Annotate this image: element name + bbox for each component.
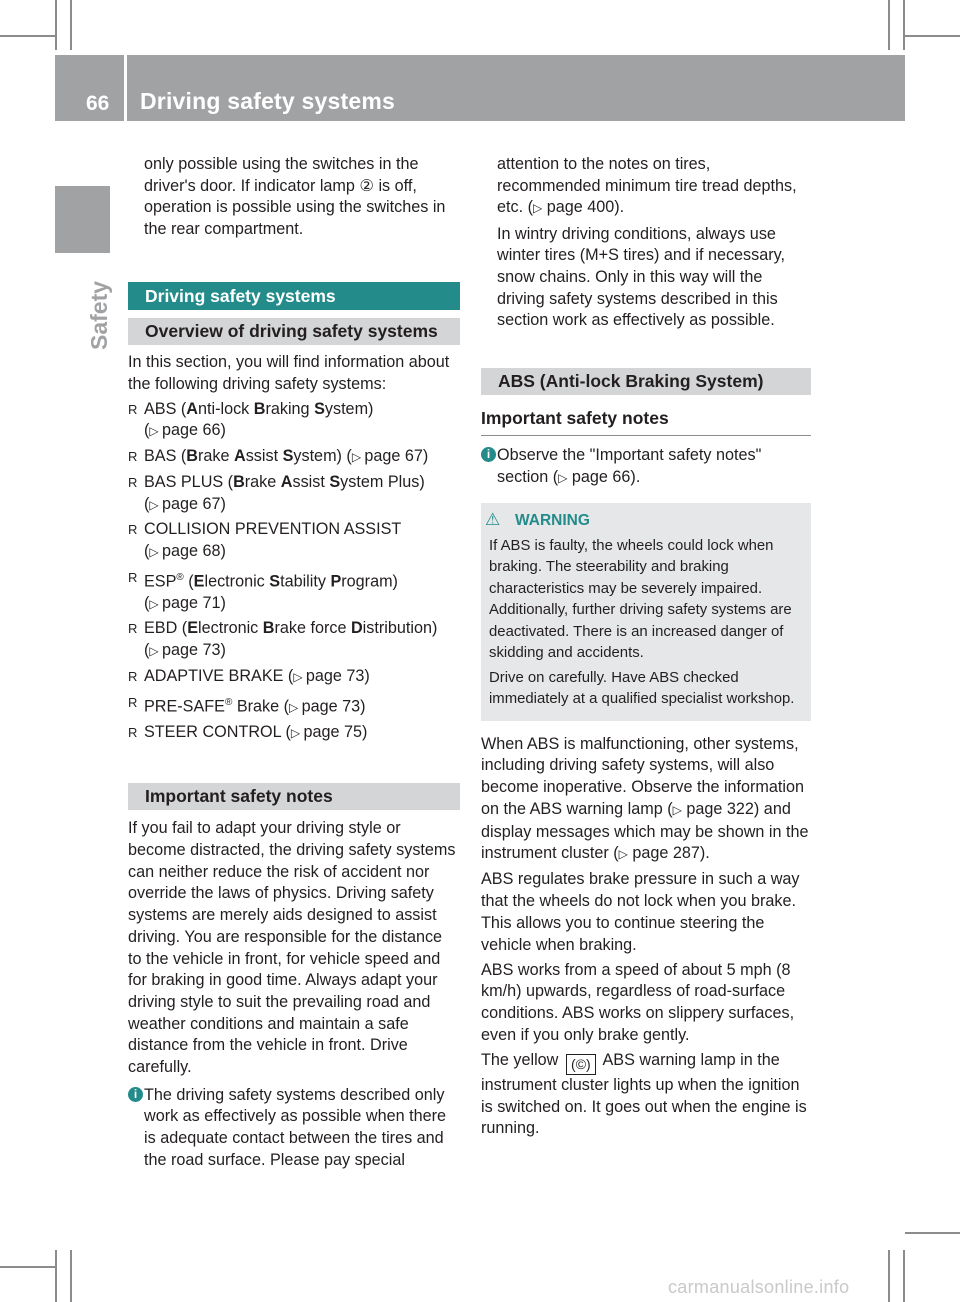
warning-paragraph-2: Drive on carefully. Have ABS checked immediately at a qualified specialist workshop.	[489, 669, 795, 708]
info-note-abs: i Observe the "Important safety notes" section (▷ page 66).	[481, 445, 811, 489]
warning-paragraph-1: If ABS is faulty, the wheels could lock when braking. The steerability and braking characteristics may be severely impaired. Additionally, further driving safety systems are deactivated. There is an increased danger of skidding and accidents.	[489, 537, 792, 662]
page-ref-arrow-icon: ▷	[149, 544, 162, 559]
heading-abs-safety-notes: Important safety notes	[481, 408, 811, 436]
bullet-icon: R	[128, 694, 138, 710]
bullet-icon: R	[128, 474, 138, 490]
crop-mark	[888, 0, 890, 50]
list-item: R COLLISION PREVENTION ASSIST (▷ page 68)	[128, 520, 402, 560]
watermark: carmanualsonline.info	[668, 1277, 850, 1297]
page-ref-arrow-icon: ▷	[532, 201, 543, 216]
side-tab-block	[55, 186, 110, 253]
side-tab-label: Safety	[86, 280, 112, 350]
list-item: R STEER CONTROL (▷ page 75)	[128, 722, 460, 745]
warning-box	[481, 503, 811, 721]
page-ref-arrow-icon: ▷	[351, 450, 365, 465]
right-column	[481, 154, 811, 1144]
overview-paragraph: In this section, you will find information about the following driving safety systems:	[128, 352, 450, 393]
crop-mark	[55, 0, 57, 50]
indicator-lamp-icon: ②	[359, 176, 374, 195]
page-ref-arrow-icon: ▷	[558, 470, 568, 485]
bullet-icon: R	[128, 724, 138, 740]
info-icon: i	[128, 1087, 143, 1102]
warning-triangle-icon: ⚠	[485, 510, 501, 530]
info-icon: i	[481, 447, 496, 462]
bullet-icon: R	[128, 449, 138, 465]
crop-mark	[70, 0, 72, 50]
crop-mark	[905, 35, 960, 37]
tires-paragraph: attention to the notes on tires, recommended minimum tire tread depths, etc. (▷ page 400).	[497, 155, 797, 217]
warning-title: ⚠ WARNING	[485, 510, 590, 530]
crop-mark	[55, 1250, 57, 1302]
crop-mark	[0, 35, 55, 37]
bullet-icon: R	[128, 621, 138, 637]
page-ref-arrow-icon: ▷	[149, 424, 162, 439]
header-separator	[124, 55, 127, 121]
crop-mark	[903, 0, 905, 50]
page-number: 66	[86, 92, 110, 115]
bullet-icon: R	[128, 401, 138, 417]
page-ref-arrow-icon: ▷	[149, 497, 162, 512]
list-item: R ADAPTIVE BRAKE (▷ page 73)	[128, 666, 460, 689]
yellow-lamp-paragraph: The yellow (©) ABS warning lamp in the instrument cluster lights up when the ignition is switched on. It goes out when the engine is running.	[481, 1051, 807, 1138]
list-item: R PRE-SAFE® Brake (▷ page 73)	[128, 692, 460, 719]
abs-warning-lamp-icon: (©)	[566, 1054, 596, 1075]
page-ref-arrow-icon: ▷	[618, 847, 628, 862]
subsection-heading-abs: ABS (Anti-lock Braking System)	[481, 368, 811, 395]
page-ref-arrow-icon: ▷	[149, 596, 162, 611]
list-item: R EBD (Electronic Brake force Distribution) (▷ page 73)	[128, 619, 438, 660]
systems-list	[128, 399, 460, 745]
page-title: Driving safety systems	[140, 88, 395, 114]
important-paragraph: If you fail to adapt your driving style or become distracted, the driving safety systems can neither reduce the risk of accident nor override the laws of physics. Driving safety systems are merely aids designed to assist driving. You are responsible for the distance to the vehicle in front, for vehicle speed and for braking in good time. Always adapt your driving style to suit the prevailing road and weather conditions and maintain a safe distance from the vehicle in front. Drive carefully.	[128, 819, 456, 1077]
crop-mark	[888, 1250, 890, 1302]
crop-mark	[905, 1232, 960, 1234]
info-note: i The driving safety systems described only work as effectively as possible when there is adequate contact between the tires and the road surface. Please pay special	[128, 1085, 460, 1172]
regulates-paragraph: ABS regulates brake pressure in such a way that the wheels do not lock when you brake. This allows you to continue steering the vehicle when braking.	[481, 870, 800, 954]
crop-mark	[70, 1250, 72, 1302]
page-ref-arrow-icon: ▷	[293, 669, 306, 684]
bullet-icon: R	[128, 668, 138, 684]
speed-paragraph: ABS works from a speed of about 5 mph (8 km/h) upwards, regardless of road-surface conditions. ABS works on slippery surfaces, even if you only brake gently.	[481, 960, 795, 1044]
page-ref-arrow-icon: ▷	[672, 802, 682, 817]
subsection-heading-overview: Overview of driving safety systems	[128, 318, 460, 345]
malfunction-paragraph: When ABS is malfunctioning, other systems, including driving safety systems, will also become inoperative. Observe the information on the ABS warning lamp (▷ page 322) and display messages which may be shown in the instrument cluster (▷ page 287).	[481, 734, 809, 863]
list-item: R BAS PLUS (Brake Assist System Plus) (▷ page 67)	[128, 472, 425, 513]
bullet-icon: R	[128, 522, 138, 538]
left-column	[128, 154, 460, 1172]
page-ref-arrow-icon: ▷	[149, 644, 162, 659]
winter-paragraph: In wintry driving conditions, always use winter tires (M+S tires) and if necessary, snow chains. Only in this way will the driving safety systems described in this section work as effectively as possible.	[497, 224, 786, 330]
section-heading-driving-safety: Driving safety systems	[128, 282, 460, 310]
list-item: R BAS (Brake Assist System) (▷ page 67)	[128, 446, 460, 469]
crop-mark	[903, 1250, 905, 1302]
page-ref-arrow-icon: ▷	[290, 725, 304, 740]
page-ref-arrow-icon: ▷	[289, 699, 302, 714]
crop-mark	[0, 1266, 55, 1268]
bullet-icon: R	[128, 569, 138, 585]
list-item: R ABS (Anti-lock Braking System) (▷ page 66)	[128, 399, 374, 440]
list-item: R ESP® (Electronic Stability Program) (▷ page 71)	[128, 567, 460, 616]
intro-paragraph: only possible using the switches in the driver's door. If indicator lamp ② is off, operation is possible using the switches in the rear compartment.	[144, 155, 446, 239]
subsection-heading-important: Important safety notes	[128, 783, 460, 810]
